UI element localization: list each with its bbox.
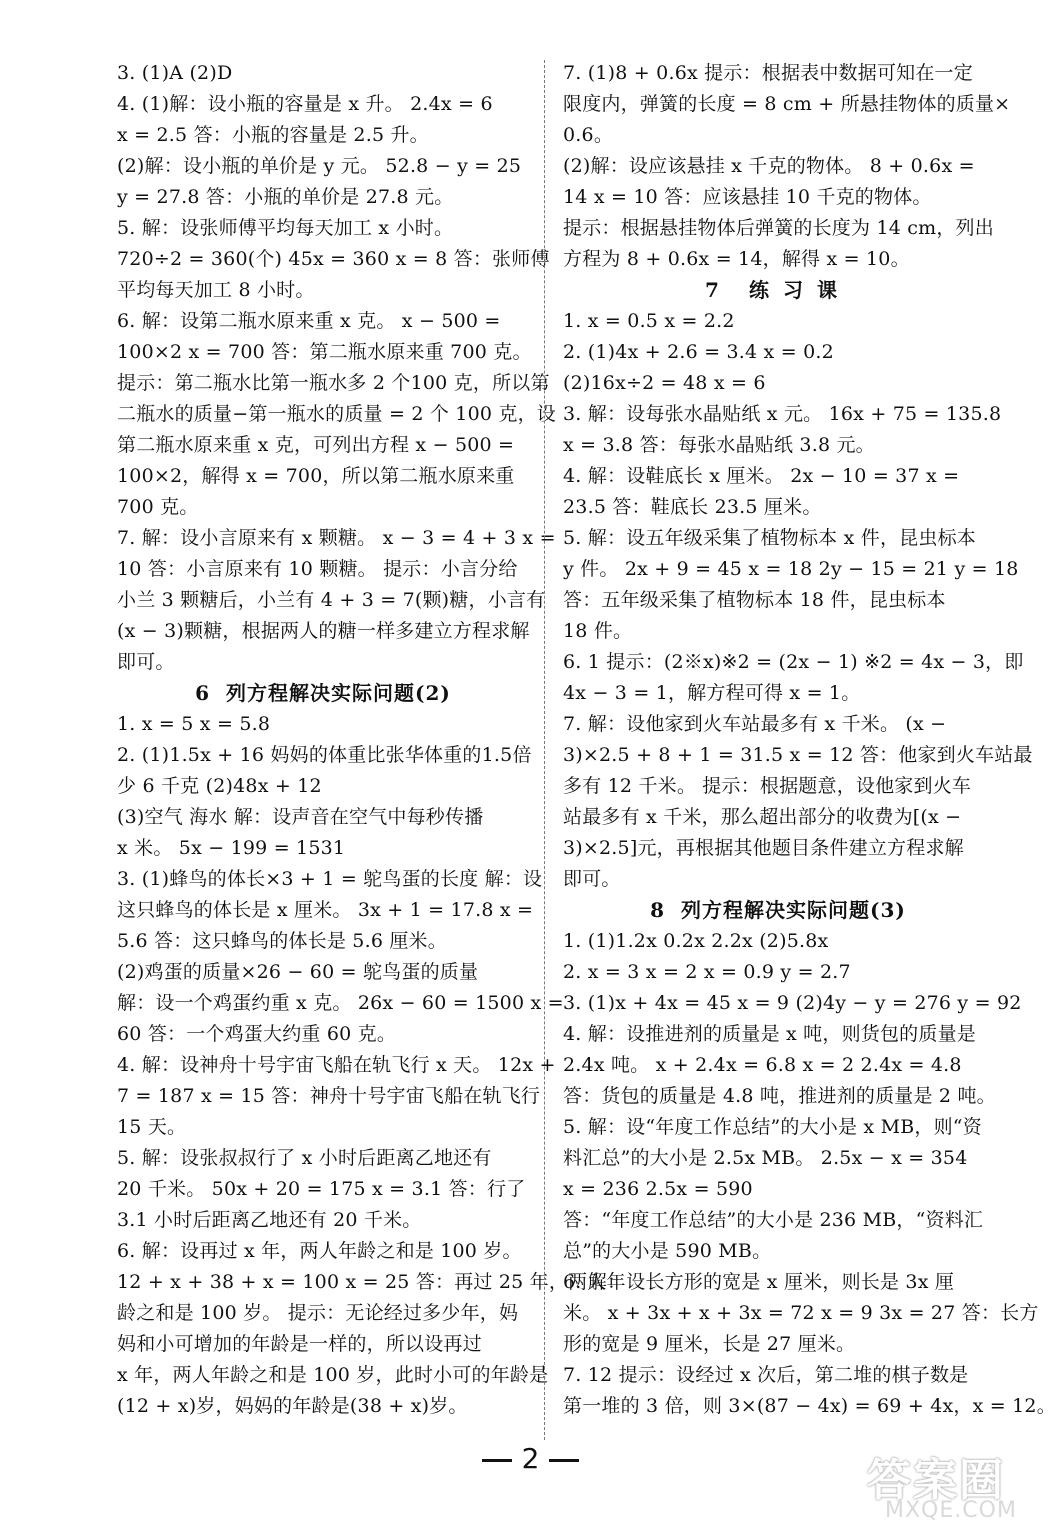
column-divider [544,60,545,1440]
answer-line: 23.5 答：鞋底长 23.5 厘米。 [563,496,822,518]
answer-line: 多有 12 千米。 提示：根据题意，设他家到火车 [563,775,972,797]
answer-line: 2. x = 3 x = 2 x = 0.9 y = 2.7 [563,961,851,983]
answer-line: 第一堆的 3 倍，则 3×(87 − 4x) = 69 + 4x，x = 12。 [563,1395,1056,1417]
answer-line: 720÷2 = 360(个) 45x = 360 x = 8 答：张师傅 [117,248,550,270]
answer-line: (2)解：设小瓶的单价是 y 元。 52.8 − y = 25 [117,155,522,177]
answer-line: 4. 解：设神舟十号宇宙飞船在轨飞行 x 天。 12x + [117,1054,556,1076]
answer-line: 3.1 小时后距离乙地还有 20 千米。 [117,1209,422,1231]
answer-line: 4. 解：设鞋底长 x 厘米。 2x − 10 = 37 x = [563,465,960,487]
answer-line: 妈和小可增加的年龄是一样的，所以设再过 [117,1333,482,1355]
answer-line: 1. x = 0.5 x = 2.2 [563,310,735,332]
answer-line: 100×2 x = 700 答：第二瓶水原来重 700 克。 [117,341,532,363]
answer-line: 10 答：小言原来有 10 颗糖。 提示：小言分给 [117,558,518,580]
answer-line: 即可。 [117,651,175,673]
section-title: 列方程解决实际问题(3) [681,898,906,922]
answer-line: 5. 解：设张叔叔行了 x 小时后距离乙地还有 [117,1147,492,1169]
answer-line: y = 27.8 答：小瓶的单价是 27.8 元。 [117,186,454,208]
answer-line: 15 天。 [117,1116,187,1138]
answer-line: 总”的大小是 590 MB。 [563,1240,772,1262]
answer-line: 7. 12 提示：设经过 x 次后，第二堆的棋子数是 [563,1364,969,1386]
answer-line: x = 3.8 答：每张水晶贴纸 3.8 元。 [563,434,875,456]
answer-line: 小兰 3 颗糖后，小兰有 4 + 3 = 7(颗)糖，小言有 [117,589,546,611]
right-column [563,58,1056,1422]
section-title: 练习课 [748,278,851,302]
answer-line: 1. x = 5 x = 5.8 [117,713,271,735]
answer-line: (12 + x)岁，妈妈的年龄是(38 + x)岁。 [117,1395,468,1417]
answer-line: 形的宽是 9 厘米，长是 27 厘米。 [563,1333,856,1355]
answer-line: 3. (1)蜂鸟的体长×3 + 1 = 鸵鸟蛋的长度 解：设 [117,868,543,890]
answer-line: 3. (1)A (2)D [117,62,233,84]
answer-line: 解：设一个鸡蛋约重 x 克。 26x − 60 = 1500 x = [117,992,564,1014]
answer-line: 即可。 [563,868,621,890]
watermark-logo: 答案圈 [867,1455,1005,1506]
answer-line: (2)16x÷2 = 48 x = 6 [563,372,766,394]
answer-line: 6. 1 提示：(2※x)※2 = (2x − 1) ※2 = 4x − 3，即 [563,651,1024,673]
answer-line: 100×2，解得 x = 700，所以第二瓶水原来重 [117,465,515,487]
answer-line: 米。 x + 3x + x + 3x = 72 x = 9 3x = 27 答：长方 [563,1302,1039,1324]
answer-line: 12 + x + 38 + x = 100 x = 25 答：再过 25 年，两人年 [117,1271,626,1293]
answer-line: (2)解：设应该悬挂 x 千克的物体。 8 + 0.6x = [563,155,975,177]
answer-line: 这只蜂鸟的体长是 x 厘米。 3x + 1 = 17.8 x = [117,899,534,921]
answer-line: (x − 3)颗糖，根据两人的糖一样多建立方程求解 [117,620,530,642]
answer-line: 2. (1)4x + 2.6 = 3.4 x = 0.2 [563,341,834,363]
answer-line: 5.6 答：这只蜂鸟的体长是 5.6 厘米。 [117,930,447,952]
answer-line: 方程为 8 + 0.6x = 14，解得 x = 10。 [563,248,910,270]
answer-line: 6. 解：设第二瓶水原来重 x 克。 x − 500 = [117,310,501,332]
section-number: 6 [195,681,211,705]
section-heading [563,275,993,306]
answer-line: 提示：根据悬挂物体后弹簧的长度为 14 cm，列出 [563,217,994,239]
page-number-value: 2 [521,1442,540,1475]
answer-line: 7 = 187 x = 15 答：神舟十号宇宙飞船在轨飞行 [117,1085,541,1107]
answer-line: 7. 解：设小言原来有 x 颗糖。 x − 3 = 4 + 3 x = [117,527,556,549]
answer-line: 少 6 千克 (2)48x + 12 [117,775,322,797]
answer-line: 5. 解：设张师傅平均每天加工 x 小时。 [117,217,454,239]
answer-line: 6. 解：设再过 x 年，两人年龄之和是 100 岁。 [117,1240,522,1262]
answer-line: 4x − 3 = 1，解方程可得 x = 1。 [563,682,861,704]
answer-line: 答：“年度工作总结”的大小是 236 MB，“资料汇 [563,1209,984,1231]
answer-line: 站最多有 x 千米，那么超出部分的收费为[(x − [563,806,962,828]
answer-line: 0.6。 [563,124,614,146]
answer-line: 20 千米。 50x + 20 = 175 x = 3.1 答：行了 [117,1178,526,1200]
section-title: 列方程解决实际问题(2) [226,681,451,705]
section-heading [563,895,993,926]
dash-right [549,1459,579,1462]
answer-line: 龄之和是 100 岁。 提示：无论经过多少年，妈 [117,1302,519,1324]
answer-line: (2)鸡蛋的质量×26 − 60 = 鸵鸟蛋的质量 [117,961,479,983]
answer-line: 2.4x 吨。 x + 2.4x = 6.8 x = 2 2.4x = 4.8 [563,1054,962,1076]
answer-line: 5. 解：设五年级采集了植物标本 x 件，昆虫标本 [563,527,976,549]
answer-line: 6. 解：设长方形的宽是 x 厘米，则长是 3x 厘 [563,1271,955,1293]
watermark [867,1444,1047,1526]
answer-line: 答：货包的质量是 4.8 吨，推进剂的质量是 2 吨。 [563,1085,996,1107]
answer-line: 5. 解：设“年度工作总结”的大小是 x MB，则“资 [563,1116,982,1138]
section-number: 7 [705,278,733,302]
watermark-url: MXQE.COM [885,1498,1017,1523]
section-heading [117,678,529,709]
answer-line: 4. 解：设推进剂的质量是 x 吨，则货包的质量是 [563,1023,976,1045]
answer-line: 3. 解：设每张水晶贴纸 x 元。 16x + 75 = 135.8 [563,403,1002,425]
answer-line: (3)空气 海水 解：设声音在空气中每秒传播 [117,806,484,828]
answer-line: y 件。 2x + 9 = 45 x = 18 2y − 15 = 21 y = 18 [563,558,1019,580]
answer-line: 提示：第二瓶水比第一瓶水多 2 个100 克，所以第 [117,372,550,394]
answer-line: 4. (1)解：设小瓶的容量是 x 升。 2.4x = 6 [117,93,493,115]
answer-line: x = 2.5 答：小瓶的容量是 2.5 升。 [117,124,429,146]
answer-line: 限度内，弹簧的长度 = 8 cm + 所悬挂物体的质量× [563,93,1011,115]
section-number: 8 [650,898,666,922]
answer-line: 3)×2.5 + 8 + 1 = 31.5 x = 12 答：他家到火车站最 [563,744,1033,766]
answer-line: 3. (1)x + 4x = 45 x = 9 (2)4y − y = 276 y = 92 [563,992,1022,1014]
answer-line: 第二瓶水原来重 x 克，可列出方程 x − 500 = [117,434,515,456]
answer-line: 7. (1)8 + 0.6x 提示：根据表中数据可知在一定 [563,62,973,84]
answer-line: x 年，两人年龄之和是 100 岁，此时小可的年龄是 [117,1364,549,1386]
answer-line: 18 件。 [563,620,633,642]
answer-line: 60 答：一个鸡蛋大约重 60 克。 [117,1023,397,1045]
answer-line: 二瓶水的质量−第一瓶水的质量 = 2 个 100 克，设 [117,403,556,425]
answer-line: 7. 解：设他家到火车站最多有 x 千米。 (x − [563,713,947,735]
answer-line: x 米。 5x − 199 = 1531 [117,837,346,859]
answer-line: 1. (1)1.2x 0.2x 2.2x (2)5.8x [563,930,829,952]
answer-line: 3)×2.5]元，再根据其他题目条件建立方程求解 [563,837,964,859]
answer-line: 料汇总”的大小是 2.5x MB。 2.5x − x = 354 [563,1147,968,1169]
answer-line: 2. (1)1.5x + 16 妈妈的体重比张华体重的1.5倍 [117,744,532,766]
answer-line: 700 克。 [117,496,199,518]
answer-line: 答：五年级采集了植物标本 18 件，昆虫标本 [563,589,946,611]
answer-line: 平均每天加工 8 小时。 [117,279,315,301]
dash-left [482,1459,512,1462]
answer-line: x = 236 2.5x = 590 [563,1178,753,1200]
answer-line: 14 x = 10 答：应该悬挂 10 千克的物体。 [563,186,932,208]
